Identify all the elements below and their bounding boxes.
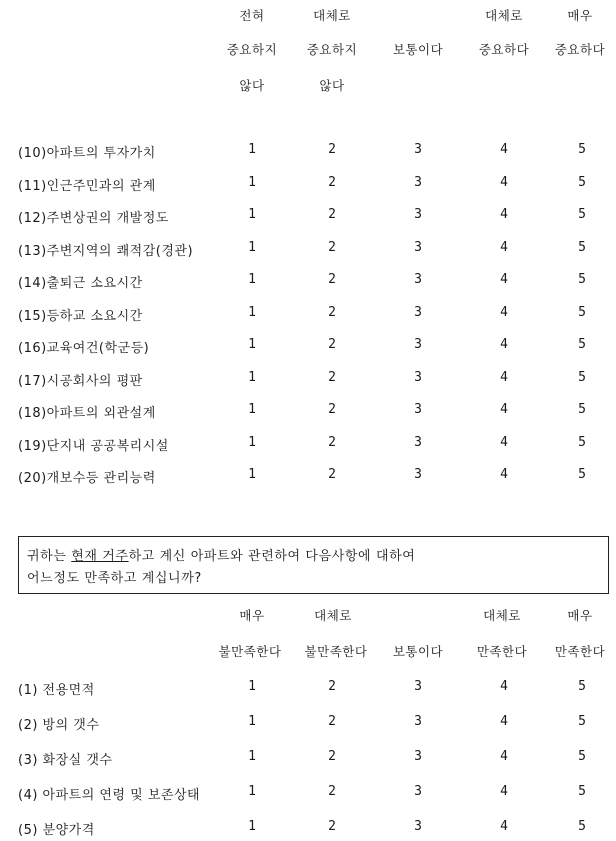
importance-scale-option-5[interactable]: 5	[578, 304, 586, 320]
importance-scale-option-3[interactable]: 3	[414, 207, 422, 222]
importance-item-label: (13)주변지역의 쾌적감(경관)	[18, 243, 194, 259]
importance-row	[0, 305, 616, 327]
importance-scale-option-5[interactable]: 5	[578, 434, 586, 450]
header-col2-line1: 대체로	[313, 8, 351, 23]
header2-col1-line1: 매우	[239, 608, 265, 623]
importance-scale-option-5[interactable]: 5	[578, 174, 586, 190]
importance-scale-option-4[interactable]: 4	[500, 402, 508, 417]
importance-scale-option-5[interactable]: 5	[578, 207, 586, 222]
importance-item-label: (15)등하교 소요시간	[18, 308, 143, 324]
importance-row	[0, 370, 616, 392]
satisfaction-scale-option-5[interactable]: 5	[578, 749, 586, 764]
importance-scale-option-3[interactable]: 3	[414, 174, 422, 190]
importance-item-label: (10)아파트의 투자가치	[18, 146, 156, 161]
satisfaction-scale-option-4[interactable]: 4	[500, 714, 508, 729]
satisfaction-row	[0, 679, 616, 701]
satisfaction-scale-option-3[interactable]: 3	[414, 749, 422, 764]
importance-scale-option-2[interactable]: 2	[328, 467, 336, 482]
importance-row	[0, 435, 616, 457]
satisfaction-row	[0, 784, 616, 806]
importance-scale-option-2[interactable]: 2	[328, 272, 336, 287]
importance-item-label: (11)인근주민과의 관계	[18, 178, 156, 194]
satisfaction-scale-option-3[interactable]: 3	[414, 679, 422, 694]
importance-scale-option-5[interactable]: 5	[578, 272, 586, 287]
satisfaction-scale-option-5[interactable]: 5	[578, 819, 586, 834]
satisfaction-scale-option-2[interactable]: 2	[328, 679, 336, 694]
importance-scale-option-3[interactable]: 3	[414, 304, 422, 320]
header-col4-line2: 중요하다	[478, 42, 530, 57]
importance-scale-option-1[interactable]: 1	[248, 337, 256, 352]
question-line1-pre: 귀하는	[27, 549, 72, 564]
satisfaction-scale-option-5[interactable]: 5	[578, 714, 586, 729]
header-col1-line1: 전혀	[239, 8, 265, 23]
satisfaction-scale-option-4[interactable]: 4	[500, 679, 508, 694]
importance-scale-option-2[interactable]: 2	[328, 239, 336, 255]
question-line1	[27, 545, 415, 564]
satisfaction-item-label: (5) 분양가격	[18, 823, 95, 838]
header-col5-line2: 중요하다	[554, 42, 606, 57]
satisfaction-scale-option-4[interactable]: 4	[500, 819, 508, 834]
importance-scale-option-1[interactable]: 1	[248, 369, 256, 385]
question-line2: 어느정도 만족하고 계십니까?	[27, 571, 202, 586]
header-col2-line3: 않다	[319, 78, 345, 93]
section2-header	[0, 600, 616, 670]
importance-scale-option-1[interactable]: 1	[248, 272, 256, 287]
importance-scale-option-5[interactable]: 5	[578, 239, 586, 255]
satisfaction-row	[0, 749, 616, 771]
importance-row	[0, 272, 616, 294]
satisfaction-scale-option-2[interactable]: 2	[328, 714, 336, 729]
satisfaction-row	[0, 714, 616, 736]
header-col1-line3: 않다	[239, 78, 265, 93]
importance-scale-option-3[interactable]: 3	[414, 142, 422, 157]
importance-scale-option-5[interactable]: 5	[578, 337, 586, 352]
importance-item-label: (17)시공회사의 평판	[18, 373, 143, 389]
question-box	[18, 536, 609, 594]
satisfaction-scale-option-5[interactable]: 5	[578, 784, 586, 799]
header2-col4-line1: 대체로	[483, 608, 521, 623]
importance-scale-option-4[interactable]: 4	[500, 337, 508, 352]
satisfaction-scale-option-4[interactable]: 4	[500, 784, 508, 799]
satisfaction-scale-option-2[interactable]: 2	[328, 819, 336, 834]
importance-scale-option-4[interactable]: 4	[500, 207, 508, 222]
header2-col3-line2: 보통이다	[392, 644, 444, 659]
satisfaction-item-label: (3) 화장실 갯수	[18, 753, 113, 768]
importance-scale-option-4[interactable]: 4	[500, 434, 508, 450]
importance-scale-option-1[interactable]: 1	[248, 402, 256, 417]
header2-col5-line1: 매우	[567, 608, 593, 623]
importance-scale-option-2[interactable]: 2	[328, 337, 336, 352]
importance-scale-option-3[interactable]: 3	[414, 402, 422, 417]
importance-scale-option-5[interactable]: 5	[578, 402, 586, 417]
importance-scale-option-2[interactable]: 2	[328, 369, 336, 385]
importance-scale-option-1[interactable]: 1	[248, 434, 256, 450]
importance-scale-option-4[interactable]: 4	[500, 142, 508, 157]
satisfaction-scale-option-4[interactable]: 4	[500, 749, 508, 764]
importance-scale-option-2[interactable]: 2	[328, 142, 336, 157]
importance-scale-option-2[interactable]: 2	[328, 304, 336, 320]
satisfaction-scale-option-2[interactable]: 2	[328, 749, 336, 764]
satisfaction-item-label: (1) 전용면적	[18, 683, 95, 698]
header-col4-line1: 대체로	[485, 8, 523, 23]
importance-scale-option-2[interactable]: 2	[328, 434, 336, 450]
importance-scale-option-4[interactable]: 4	[500, 467, 508, 482]
importance-scale-option-5[interactable]: 5	[578, 467, 586, 482]
satisfaction-scale-option-1[interactable]: 1	[248, 784, 256, 799]
importance-scale-option-1[interactable]: 1	[248, 467, 256, 482]
importance-scale-option-3[interactable]: 3	[414, 467, 422, 482]
importance-scale-option-1[interactable]: 1	[248, 239, 256, 255]
importance-item-label: (18)아파트의 외관설계	[18, 406, 156, 421]
importance-scale-option-2[interactable]: 2	[328, 174, 336, 190]
header-col3-line2: 보통이다	[392, 42, 444, 57]
importance-scale-option-3[interactable]: 3	[414, 434, 422, 450]
importance-scale-option-3[interactable]: 3	[414, 337, 422, 352]
importance-scale-option-4[interactable]: 4	[500, 239, 508, 255]
satisfaction-scale-option-1[interactable]: 1	[248, 679, 256, 694]
importance-item-label: (12)주변상권의 개발정도	[18, 211, 169, 226]
importance-item-label: (14)출퇴근 소요시간	[18, 276, 143, 291]
importance-scale-option-1[interactable]: 1	[248, 304, 256, 320]
satisfaction-scale-option-5[interactable]: 5	[578, 679, 586, 694]
importance-row	[0, 240, 616, 262]
header2-col2-line2: 불만족한다	[304, 644, 368, 659]
importance-scale-option-1[interactable]: 1	[248, 207, 256, 222]
importance-row	[0, 467, 616, 489]
header-col1-line2: 중요하지	[226, 42, 278, 57]
satisfaction-scale-option-1[interactable]: 1	[248, 749, 256, 764]
importance-scale-option-1[interactable]: 1	[248, 142, 256, 157]
importance-scale-option-4[interactable]: 4	[500, 369, 508, 385]
importance-row	[0, 402, 616, 424]
question-underlined-text: 현재 거주	[71, 549, 129, 564]
header2-col4-line2: 만족한다	[476, 644, 528, 659]
importance-scale-option-4[interactable]: 4	[500, 272, 508, 287]
importance-scale-option-5[interactable]: 5	[578, 142, 586, 157]
header2-col2-line1: 대체로	[314, 608, 352, 623]
satisfaction-scale-option-3[interactable]: 3	[414, 819, 422, 834]
header-col5-line1: 매우	[567, 8, 593, 23]
satisfaction-row	[0, 819, 616, 841]
satisfaction-scale-option-3[interactable]: 3	[414, 784, 422, 799]
header2-col5-line2: 만족한다	[554, 644, 606, 659]
satisfaction-item-label: (2) 방의 갯수	[18, 718, 100, 733]
importance-scale-option-3[interactable]: 3	[414, 369, 422, 385]
importance-item-label: (19)단지내 공공복리시설	[18, 438, 169, 454]
satisfaction-scale-option-2[interactable]: 2	[328, 784, 336, 799]
importance-scale-option-4[interactable]: 4	[500, 174, 508, 190]
section1-header	[0, 0, 616, 100]
satisfaction-item-label: (4) 아파트의 연령 및 보존상태	[18, 788, 201, 803]
importance-scale-option-2[interactable]: 2	[328, 402, 336, 417]
question-line1-post: 하고 계신 아파트와 관련하여 다음사항에 대하여	[128, 549, 416, 564]
importance-row	[0, 337, 616, 359]
importance-row	[0, 142, 616, 164]
importance-scale-option-3[interactable]: 3	[414, 272, 422, 287]
header2-col1-line2: 불만족한다	[218, 644, 282, 659]
importance-scale-option-4[interactable]: 4	[500, 304, 508, 320]
satisfaction-scale-option-3[interactable]: 3	[414, 714, 422, 729]
importance-scale-option-2[interactable]: 2	[328, 207, 336, 222]
satisfaction-scale-option-1[interactable]: 1	[248, 714, 256, 729]
importance-scale-option-3[interactable]: 3	[414, 239, 422, 255]
importance-scale-option-5[interactable]: 5	[578, 369, 586, 385]
importance-scale-option-1[interactable]: 1	[248, 174, 256, 190]
importance-item-label: (20)개보수등 관리능력	[18, 471, 156, 486]
satisfaction-scale-option-1[interactable]: 1	[248, 819, 256, 834]
header-col2-line2: 중요하지	[306, 42, 358, 57]
importance-row	[0, 175, 616, 197]
importance-item-label: (16)교육여건(학군등)	[18, 341, 150, 356]
importance-row	[0, 207, 616, 229]
